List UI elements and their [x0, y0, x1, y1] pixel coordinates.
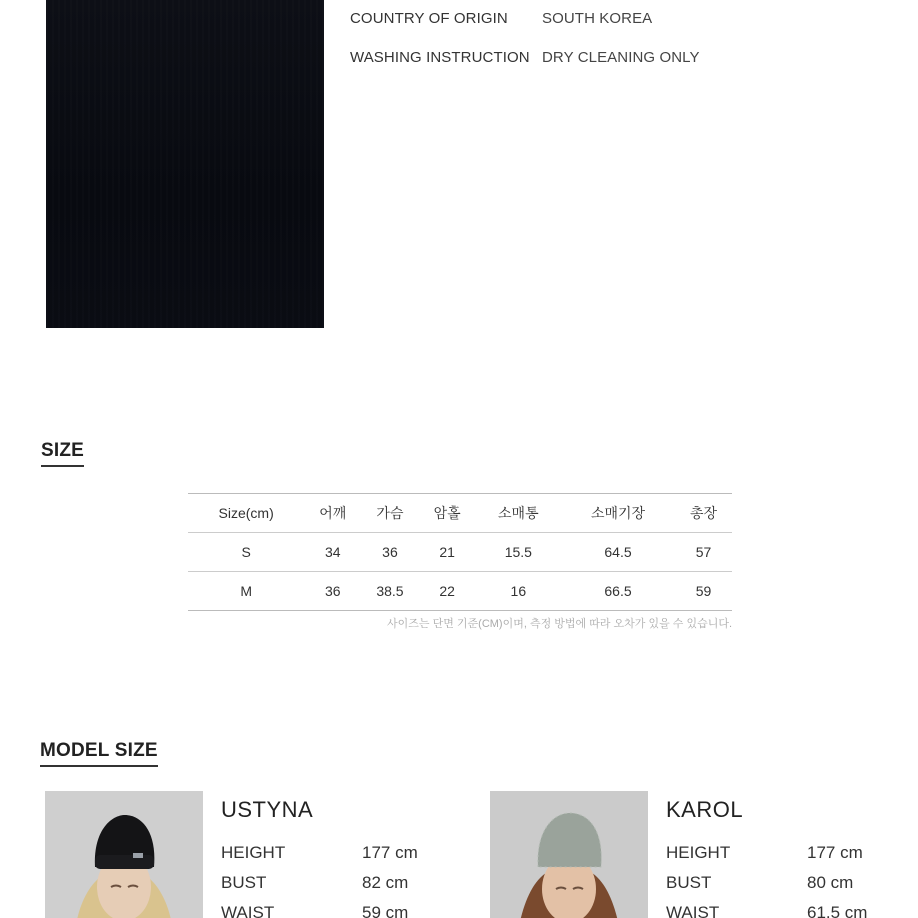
size-table-header: 가슴 [376, 505, 404, 521]
size-cell: 64.5 [604, 544, 632, 560]
size-table-header: 총장 [689, 505, 718, 521]
size-cell: 36 [382, 544, 398, 560]
info-value: DRY CLEANING ONLY [542, 49, 700, 66]
model-photo-karol [490, 791, 648, 918]
size-section-title: SIZE [41, 440, 84, 467]
info-label: COUNTRY OF ORIGIN [350, 10, 508, 27]
model-row-label: HEIGHT [666, 843, 731, 862]
product-image [46, 0, 324, 328]
model-photo-ustyna [45, 791, 203, 918]
model-row-value: 177 cm [807, 843, 863, 862]
size-table-header-row [188, 494, 732, 533]
model-size-section-title: MODEL SIZE [40, 740, 158, 767]
model-row-value: 80 cm [807, 873, 854, 892]
size-table-header: Size(cm) [218, 505, 274, 521]
size-cell: 66.5 [604, 583, 632, 599]
size-cell: 21 [439, 544, 455, 560]
size-cell: 38.5 [376, 583, 404, 599]
size-table-header: 암홀 [433, 505, 461, 521]
model-row-label: BUST [666, 873, 712, 892]
model-row-label: WAIST [666, 903, 720, 918]
size-cell: 59 [695, 583, 712, 599]
size-cell: S [241, 544, 251, 560]
model-name: USTYNA [221, 797, 314, 822]
model-row-label: BUST [221, 873, 267, 892]
table-row [188, 572, 732, 611]
size-cell: M [240, 583, 252, 599]
size-table [188, 493, 732, 611]
size-table-header: 어깨 [319, 505, 347, 521]
table-row [188, 533, 732, 572]
info-label: WASHING INSTRUCTION [350, 49, 530, 66]
size-cell: 22 [439, 583, 455, 599]
size-cell: 34 [324, 544, 341, 560]
size-cell: 16 [510, 583, 527, 599]
model-row-value: 61.5 cm [807, 903, 868, 918]
size-cell: 15.5 [504, 544, 532, 560]
size-cell: 57 [695, 544, 712, 560]
model-row-value: 177 cm [362, 843, 418, 862]
info-value: SOUTH KOREA [542, 10, 653, 27]
model-row-label: WAIST [221, 903, 275, 918]
size-table-header: 소매기장 [590, 505, 646, 521]
size-table-note: 사이즈는 단면 기준(CM)이며, 측정 방법에 따라 오차가 있을 수 있습니다. [387, 618, 732, 630]
model-row-label: HEIGHT [221, 843, 286, 862]
size-cell: 36 [324, 583, 341, 599]
size-table-header: 소매통 [498, 505, 539, 521]
model-row-value: 59 cm [362, 903, 409, 918]
model-portrait-icon [45, 791, 203, 918]
model-row-value: 82 cm [362, 873, 409, 892]
model-portrait-icon [490, 791, 648, 918]
model-name: KAROL [666, 797, 744, 822]
